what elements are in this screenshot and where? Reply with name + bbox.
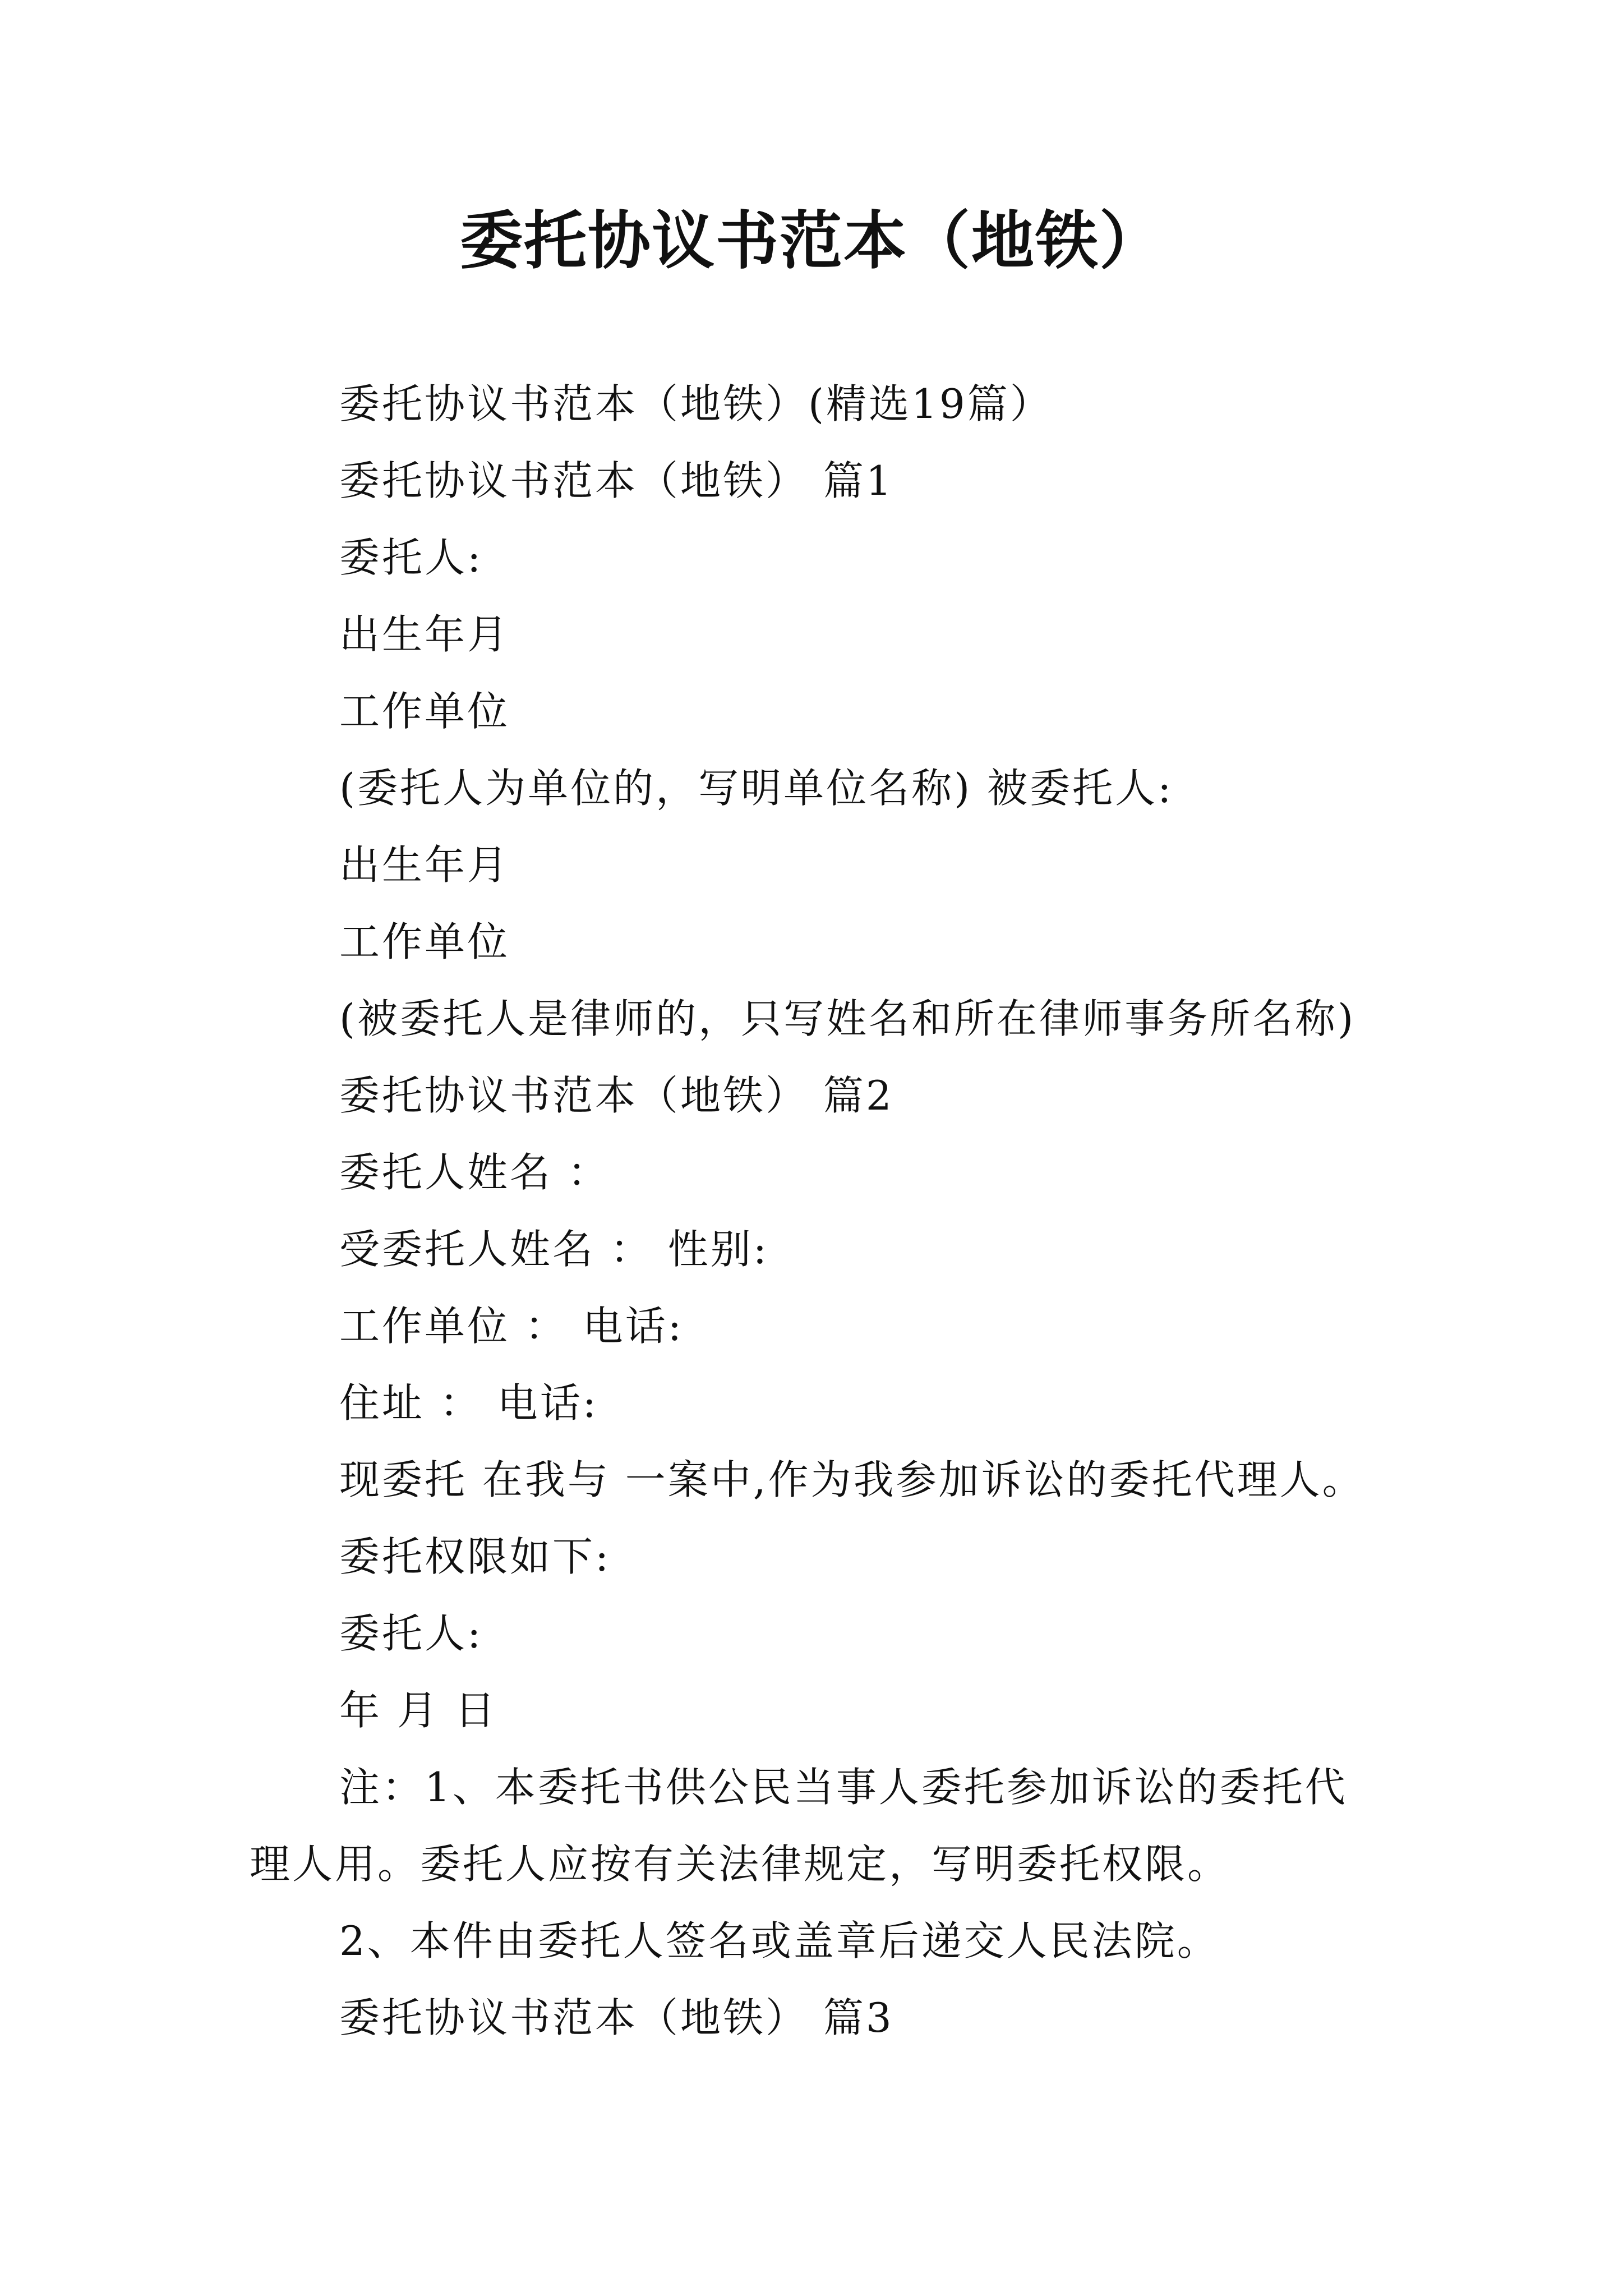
text-line: 出生年月	[339, 841, 510, 889]
text-line: (委托人为单位的，写明单位名称) 被委托人:	[339, 765, 1174, 812]
text-line: 工作单位	[339, 918, 510, 965]
document-title: 委托协议书范本（地铁）	[460, 204, 1163, 278]
text-line: 委托协议书范本（地铁）(精选19篇）	[339, 380, 1053, 427]
note-line: 注：1、本委托书供公民当事人委托参加诉讼的委托代	[339, 1764, 1348, 1811]
text-line: 工作单位	[339, 688, 510, 735]
note-line: 2、本件由委托人签名或盖章后递交人民法院。	[339, 1917, 1220, 1964]
text-line: 出生年月	[339, 611, 510, 658]
text-line: 委托人:	[339, 534, 483, 581]
text-line: 委托人姓名 ：	[339, 1149, 610, 1196]
section-heading: 委托协议书范本（地铁） 篇3	[339, 1994, 894, 2041]
note-line: 理人用。委托人应按有关法律规定，写明委托权限。	[250, 1841, 1230, 1888]
text-line: 委托权限如下:	[339, 1533, 611, 1580]
text-line: 住址 ： 电话:	[339, 1379, 599, 1427]
text-line: (被委托人是律师的，只写姓名和所在律师事务所名称)	[339, 995, 1356, 1042]
text-line: 工作单位 ： 电话:	[339, 1303, 684, 1350]
text-line: 委托人:	[339, 1610, 483, 1657]
text-line: 现委托 在我与 一案中,作为我参加诉讼的委托代理人。	[339, 1456, 1365, 1503]
text-line: 年 月 日	[339, 1687, 497, 1734]
text-line: 受委托人姓名 ： 性别:	[339, 1226, 769, 1273]
section-heading: 委托协议书范本（地铁） 篇2	[339, 1072, 894, 1119]
section-heading: 委托协议书范本（地铁） 篇1	[339, 457, 894, 504]
